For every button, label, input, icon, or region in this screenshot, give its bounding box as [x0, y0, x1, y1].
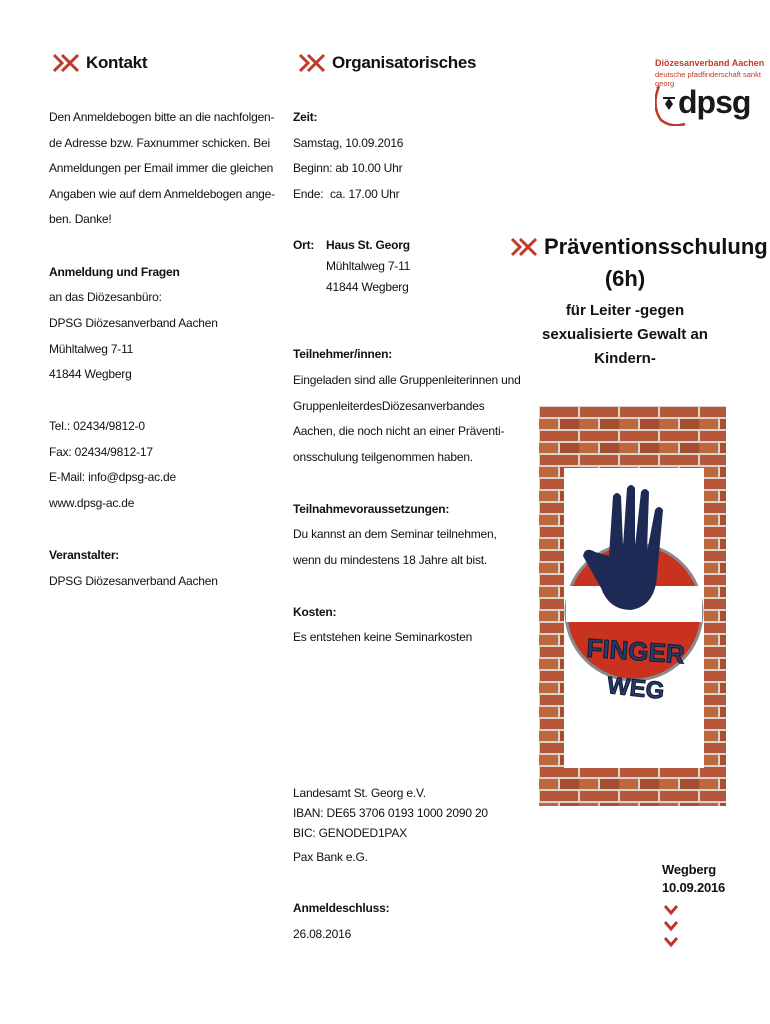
sign-text-finger: FINGER — [585, 632, 686, 670]
kontakt-intro-line: de Adresse bzw. Faxnummer schicken. Bei — [49, 136, 270, 150]
bank-line: Landesamt St. Georg e.V. — [293, 786, 426, 800]
bank-line: IBAN: DE65 3706 0193 1000 2090 20 — [293, 806, 488, 820]
anmeldeschluss-heading: Anmeldeschluss: — [293, 901, 390, 915]
chevron-double-icon — [298, 53, 326, 73]
finger-weg-poster — [539, 406, 726, 806]
teilnehmer-justified-line — [293, 399, 485, 413]
kosten-text: Es entstehen keine Seminarkosten — [293, 630, 473, 644]
course-title-text: Präventionsschulung — [544, 234, 768, 259]
cover-date: 10.09.2016 — [662, 880, 726, 895]
voraussetzungen-line: wenn du mindestens 18 Jahre alt bist. — [293, 553, 488, 567]
voraussetzungen-line: Du kannst an dem Seminar teilnehmen, — [293, 527, 497, 541]
veranstalter-name: DPSG Diözesanverband Aachen — [49, 574, 218, 588]
course-subtitle-line: Kindern- — [594, 350, 656, 367]
teilnehmer-line: onsschulung teilgenommen haben. — [293, 450, 473, 464]
sign-text-weg: WEG — [605, 672, 666, 705]
phone-number: Tel.: 02434/9812-0 — [49, 419, 145, 433]
cover-place: Wegberg — [662, 862, 716, 877]
voraussetzungen-heading: Teilnahmevoraussetzungen: — [293, 502, 450, 516]
teilnehmer-line: Eingeladen sind alle Gruppenleiterinnen und — [293, 373, 521, 387]
kontakt-heading-text: Kontakt — [86, 53, 148, 72]
kontakt-intro-line: Den Anmeldebogen bitte an die nachfolgen- — [49, 110, 275, 124]
course-subtitle-line: für Leiter -gegen — [565, 302, 685, 319]
address-line: DPSG Diözesanverband Aachen — [49, 316, 218, 330]
orga-heading-text: Organisatorisches — [332, 53, 477, 72]
kontakt-intro-line: ben. Danke! — [49, 212, 112, 226]
kosten-heading: Kosten: — [293, 605, 337, 619]
teilnehmer-heading: Teilnehmer/innen: — [293, 347, 393, 361]
chevron-double-icon — [52, 53, 80, 73]
end-label: Ende: — [293, 187, 324, 201]
event-date: Samstag, 10.09.2016 — [293, 136, 404, 150]
teilnehmer-line — [293, 399, 485, 413]
venue-city: 41844 Wegberg — [326, 280, 409, 294]
kontakt-intro-line: Angaben wie auf dem Anmeldebogen ange- — [49, 187, 275, 201]
logo-org-name: Diözesanverband Aachen — [655, 58, 765, 68]
end-time: ca. 17.00 Uhr — [330, 187, 400, 201]
start-time: Beginn: ab 10.00 Uhr — [293, 161, 403, 175]
zeit-label: Zeit: — [293, 110, 318, 124]
address-line: an das Diözesanbüro: — [49, 290, 162, 304]
course-subtitle-line: sexualisierte Gewalt an — [542, 326, 708, 343]
teilnehmer-line: Aachen, die noch nicht an einer Präventi- — [293, 424, 505, 438]
email-address[interactable]: E-Mail: info@dpsg-ac.de — [49, 470, 176, 484]
address-line: 41844 Wegberg — [49, 367, 132, 381]
chevron-down-triple-icon — [663, 904, 679, 954]
venue-street: Mühltalweg 7-11 — [326, 259, 411, 273]
fragen-heading: Anmeldung und Fragen — [49, 265, 180, 279]
fax-number: Fax: 02434/9812-17 — [49, 445, 153, 459]
address-line: Mühltalweg 7-11 — [49, 342, 134, 356]
kontakt-intro-line: Anmeldungen per Email immer die gleichen — [49, 161, 274, 175]
veranstalter-heading: Veranstalter: — [49, 548, 120, 562]
venue-name: Haus St. Georg — [326, 238, 410, 252]
orga-heading — [298, 53, 476, 73]
bank-line: BIC: GENODED1PAX — [293, 826, 407, 840]
course-title — [510, 234, 768, 260]
ort-label: Ort: — [293, 238, 315, 252]
course-duration: (6h) — [604, 266, 646, 291]
logo-subtitle: deutsche pfadfinderschaft sankt georg — [655, 70, 761, 88]
logo-wordmark: dpsg — [678, 84, 751, 120]
anmeldeschluss-date: 26.08.2016 — [293, 927, 352, 941]
chevron-double-icon — [510, 237, 538, 257]
word: Gruppenleiter — [293, 399, 364, 413]
word: des — [363, 399, 382, 413]
word: Diözesanverbandes — [381, 399, 485, 413]
website-link[interactable]: www.dpsg-ac.de — [49, 496, 135, 510]
kontakt-heading — [52, 53, 147, 73]
bank-line: Pax Bank e.G. — [293, 850, 368, 864]
